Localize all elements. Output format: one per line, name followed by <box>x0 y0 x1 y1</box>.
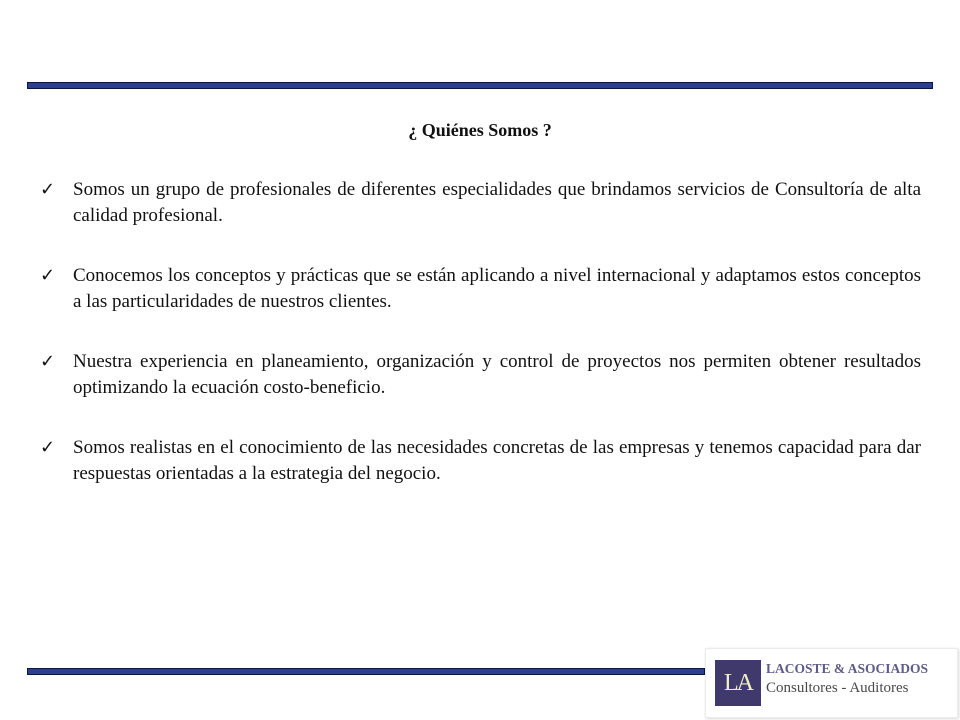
bullet-list <box>40 177 921 521</box>
list-item <box>40 177 921 229</box>
list-item-text: Somos un grupo de profesionales de diferentes especialidades que brindamos servicios de Consultoría de alta calidad profesional. <box>73 179 921 226</box>
company-tagline: Consultores - Auditores <box>766 680 909 696</box>
list-item-text: Somos realistas en el conocimiento de las necesidades concretas de las empresas y tenemos capacidad para dar respuestas orientadas a la estrategia del negocio. <box>73 437 921 484</box>
logo-mark: LA <box>715 660 761 706</box>
list-item-text: Conocemos los conceptos y prácticas que se están aplicando a nivel internacional y adaptamos estos conceptos a las particularidades de nuestros clientes. <box>73 265 921 312</box>
bottom-divider <box>27 668 705 675</box>
list-item <box>40 435 921 487</box>
list-item <box>40 349 921 401</box>
check-icon: ✓ <box>40 351 56 372</box>
list-item-text: Nuestra experiencia en planeamiento, organización y control de proyectos nos permiten obtener resultados optimizando la ecuación costo-beneficio. <box>73 351 921 398</box>
company-logo <box>705 648 958 718</box>
check-icon: ✓ <box>40 437 56 458</box>
top-divider <box>27 82 933 89</box>
page-title: ¿ Quiénes Somos ? <box>408 120 552 140</box>
check-icon: ✓ <box>40 265 56 286</box>
check-icon: ✓ <box>40 179 56 200</box>
company-name: LACOSTE & ASOCIADOS <box>766 661 929 676</box>
list-item <box>40 263 921 315</box>
